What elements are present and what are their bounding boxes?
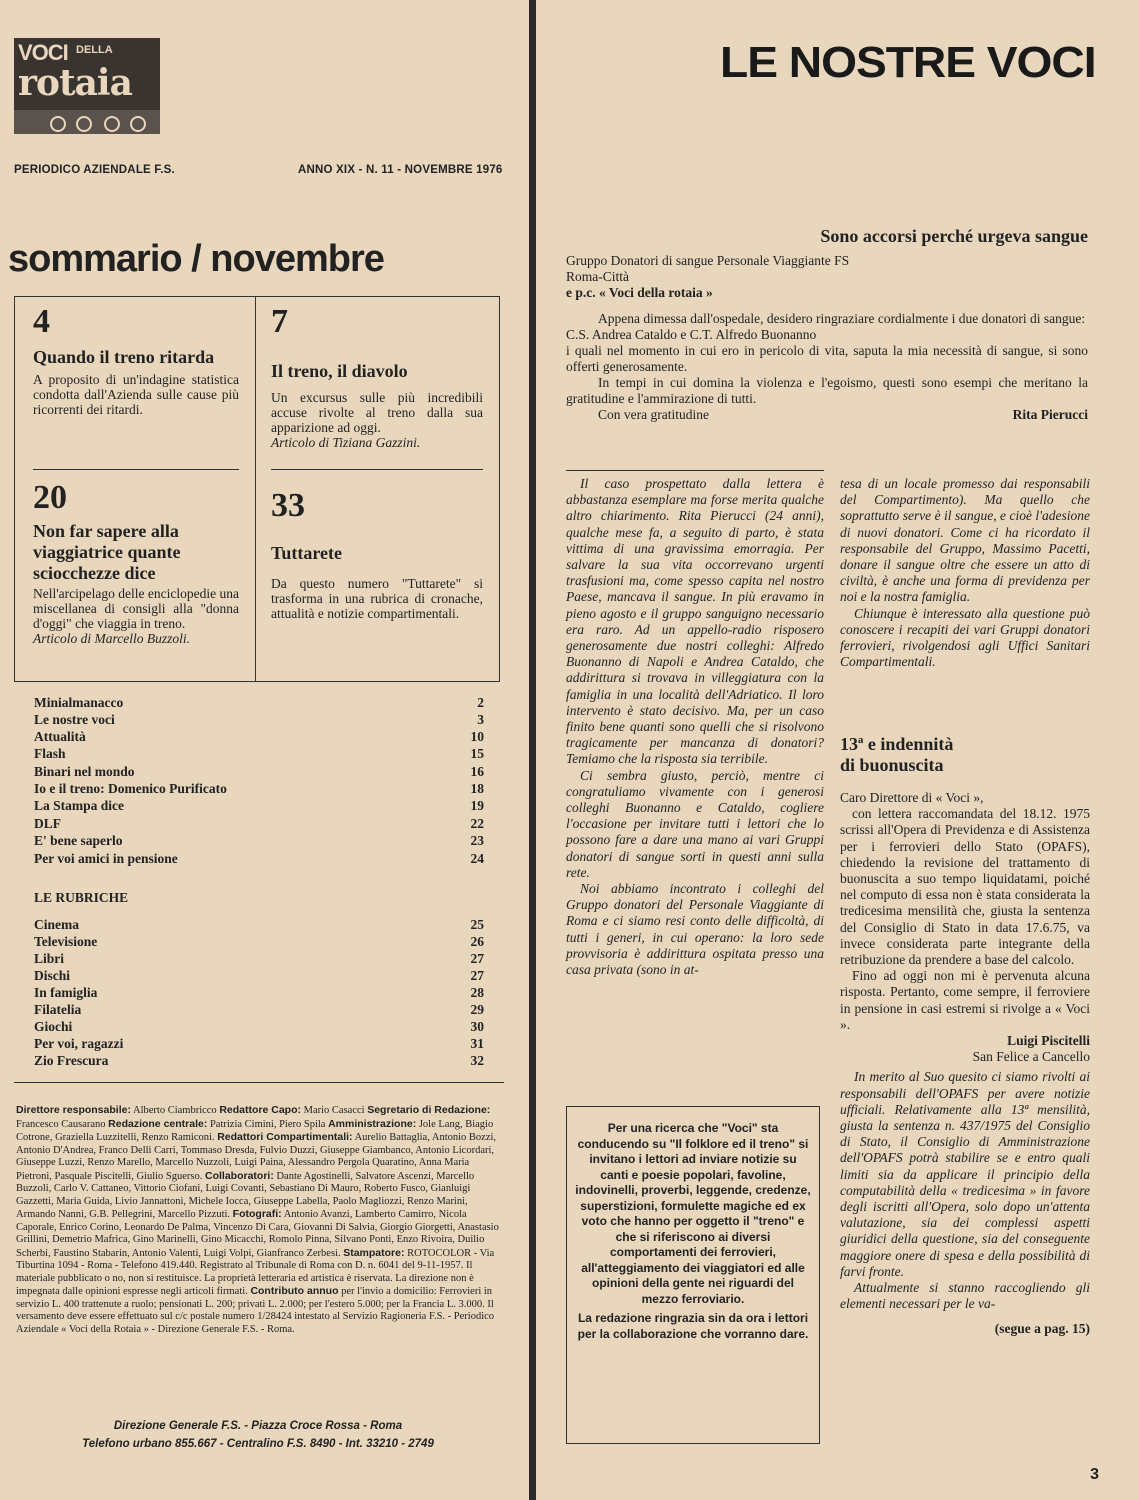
feature-title: Quando il treno ritarda <box>33 347 215 367</box>
feature-title: Il treno, il diavolo <box>271 361 408 381</box>
toc-item[interactable]: Filatelia 29 <box>34 1002 484 1017</box>
wheel-icon <box>76 116 92 132</box>
toc-item[interactable]: Dischi 27 <box>34 968 484 983</box>
letter-blood-donors <box>566 226 1088 423</box>
feature-page-number: 4 <box>33 303 50 340</box>
toc-item[interactable]: Minialmanacco 2 <box>34 695 484 710</box>
reply-paragraph: Ci sembra giusto, perciò, mentre ci congratuliamo vivamente con i generosi colleghi Buonanno e Cataldo, cogliere l'occasione per invitare tutti i lettori che lo possono fare a dare una mano ai vari Gruppi donatori di sangue sorti in questi anni sulla rete. <box>566 767 824 880</box>
toc-item[interactable]: E' bene saperlo 23 <box>34 833 484 848</box>
feature-title: Tuttarete <box>271 543 342 563</box>
reply-paragraph: tesa di un locale promesso dai responsabili del Compartimento). Ma quello che soprattutto serve è il sangue, e cioè l'adesione di nuovi donatori. Come ci ha ricordato il responsabile del Gruppo, Massimo Pacetti, donare il sangue oltre che essere un atto di civiltà, è anche una forma di previdenza per noi e la nostra famiglia. <box>840 476 1090 605</box>
folklore-notice-box <box>566 1106 820 1444</box>
feature-item[interactable] <box>33 303 239 417</box>
feature-title: Non far sapere alla viaggiatrice quante sciocchezze dice <box>33 521 181 583</box>
logo-voci: VOCI <box>18 40 68 65</box>
toc-item[interactable]: Flash 15 <box>34 746 484 761</box>
letter-paragraph: Appena dimessa dall'ospedale, desidero ringraziare cordialmente i due donatori di sangue: <box>598 311 1086 326</box>
toc-item[interactable]: Io e il treno: Domenico Purificato 18 <box>34 781 484 796</box>
feature-item[interactable] <box>271 303 483 450</box>
letter2-place: San Felice a Cancello <box>972 1049 1090 1065</box>
notice-thanks: La redazione ringrazia sin da ora i lettori per la collaborazione che vorranno dare. <box>577 1311 809 1341</box>
reply-column-1 <box>566 476 824 978</box>
toc-item[interactable]: La Stampa dice 19 <box>34 798 484 813</box>
letter2-reply: Attualmente si stanno raccogliendo gli elementi necessari per le va- <box>840 1280 1090 1312</box>
letter2-signature: Luigi Piscitelli <box>1007 1033 1090 1049</box>
masthead-issue: ANNO XIX - N. 11 - NOVEMBRE 1976 <box>298 164 503 176</box>
toc-item[interactable]: Cinema 25 <box>34 917 484 932</box>
toc-item[interactable]: Televisione 26 <box>34 934 484 949</box>
editorial-credits: Direttore responsabile: Alberto Ciambricco Redattore Capo: Mario Casacci Segretario di Redazione: Francesco Causarano Redazione centrale: Patrizia Cimini, Piero Spila Amministrazione: Jole Lang, Biagio Cotrone, Graziella Luzzitelli, Renzo Ramiconi. Redattori Compartimentali: Aurelio Battaglia, Antonio Bozzi, Antonio D'Andrea, Franco Delli Carri, Tommaso Dresda, Fulvio Duzzi, Giuseppe Giambanco, Antonio Licordari, Giuseppe Luzzi, Renzo Marello, Marcello Nuzzoli, Luigi Paina, Alessandro Pergola Quaratino, Anna Maria Pietroni, Pasquale Piscitelli, Giulio Sguerso. Collaboratori: Dante Agostinelli, Salvatore Ascenzi, Marcello Buzzoli, Carlo V. Cattaneo, Vittorio Ciofani, Luigi Covanti, Sebastiano Di Mauro, Roberto Fusco, Gianluigi Gazzetti, Maria Guida, Livio Jannattoni, Michele Iocca, Giuseppe Labella, Paolo Magliozzi, Renzo Marini, Armando Nanni, G.B. Pellegrini, Marcello Pizzuti. Fotografi: Antonio Avanzi, Lamberto Camirro, Nicola Caporale, Enrico Corino, Leonardo De Palma, Vincenzo Di Cara, Giovanni Di Salvia, Giorgio Giorgetti, Anastasio Grillini, Demetrio Mafrica, Gino Marinelli, Gino Micacchi, Romolo Pinna, Silvano Ponti, Enzo Rivoira, Duilio Scherbi, Faustino Stabarin, Antonio Valenti, Luigi Volpi, Gianfranco Zerbesi. Stampatore: ROTOCOLOR - Via Tiburtina 1094 - Roma - Telefono 419.440. Registrato al Tribunale di Roma con D. n. 6041 del 9-11-1957. Il materiale pubblicato o no, non si restituisce. La proprietà letteraria ed artistica è riservata. La direzione non è impegnata dalle opinioni espresse negli articoli firmati. Contributo annuo per l'invio a domicilio: Ferrovieri in servizio L. 400 trattenute a ruolo; pensionati L. 200; privati L. 2.000; per l'estero 5.000; per la Francia L. 3.000. Il versamento deve essere effettuato sul c/c postale numero 1/28424 intestato al Servizio Ragioneria F.S. - Periodico Aziendale « Voci della Rotaia » - Direzione Generale F.S. - Roma. <box>16 1104 499 1335</box>
page-divider <box>529 0 536 1500</box>
toc-item[interactable]: Binari nel mondo 16 <box>34 764 484 779</box>
logo-della: DELLA <box>76 44 113 56</box>
logo-rotaia: rotaia <box>18 62 132 104</box>
rubriche-heading: LE RUBRICHE <box>34 890 129 905</box>
toc-item[interactable]: Le nostre voci 3 <box>34 712 484 727</box>
wheel-icon <box>130 116 146 132</box>
reply-paragraph: Chiunque è interessato alla questione può conoscere i recapiti dei vari Gruppi donatori ferrovieri, rivolgendosi agli Uffici Sanitari Compartimentali. <box>840 605 1090 670</box>
feature-page-number: 33 <box>271 487 305 524</box>
letter-recipient-city: Roma-Città <box>566 269 629 284</box>
feature-page-number: 7 <box>271 303 288 340</box>
footer-phone: Telefono urbano 855.667 - Centralino F.S. 8490 - Int. 33210 - 2749 <box>82 1438 434 1450</box>
feature-text: Da questo numero "Tuttarete" si trasforma in una rubrica di cronache, attualità e notizie compartimentali. <box>271 576 483 621</box>
feature-text: Nell'arcipelago delle enciclopedie una miscellanea di consigli alla "donna d'oggi" che viaggia in treno. <box>33 586 239 631</box>
rule <box>14 1082 504 1083</box>
toc-item[interactable]: Libri 27 <box>34 951 484 966</box>
letter2-title: di buonuscita <box>840 755 944 775</box>
notice-text: Per una ricerca che "Voci" sta conducendo su "Il folklore ed il treno" si invitano i lettori ad inviare notizie su canti e poesie popolari, favoline, indovinelli, proverbi, leggende, credenze, superstizioni, formulette magiche ed ex voto che hanno per oggetto il "treno" e che si riferiscono ai diversi comportamenti dei ferrovieri, all'atteggiamento dei viaggiatori ed alle opinioni della gente nei riguardi del mezzo ferroviario. <box>575 1121 811 1306</box>
footer-address: Direzione Generale F.S. - Piazza Croce Rossa - Roma <box>113 1420 403 1432</box>
masthead-periodical: PERIODICO AZIENDALE F.S. <box>14 164 175 176</box>
voci-della-rotaia-logo <box>14 38 160 134</box>
reply-paragraph: Il caso prospettato dalla lettera è abbastanza esemplare ma forse merita qualche altro chiarimento. Rita Pierucci (24 anni), qualche mese fa, a seguito di parto, è stata vittima di una gravissima emorragia. Per salvare la sua vita occorrevano urgenti trasfusioni ma, come spesso capita nel nostro Paese, mancava il sangue. In più eravamo in pieno agosto e il gruppo sanguigno necessario era raro. Ad un appello-radio risposero generosamente due nostri colleghi: Alfredo Buonanno di Napoli e Andrea Cataldo, che addirittura si trovava in villeggiatura con la famiglia in una località dell'Adriatico. Il loro intervento è stato decisivo. Ma, per un caso finito bene quanti sono quelli che si risolvono tragicamente per mancanza di donatori? Temiamo che la risposta sia terribile. <box>566 476 824 767</box>
rule <box>566 470 824 471</box>
letter-paragraph: i quali nel momento in cui ero in pericolo di vita, saputa la mia necessità di sangue, si sono offerti generosamente. <box>566 343 1088 374</box>
toc-item[interactable]: Per voi, ragazzi 31 <box>34 1036 484 1051</box>
continued-note: (segue a pag. 15) <box>994 1320 1090 1336</box>
section-title: LE NOSTRE VOCI <box>720 38 1096 87</box>
letter2-paragraph: con lettera raccomandata del 18.12. 1975 scrissi all'Opera di Previdenza e di Assistenza per i ferrovieri dello Stato (OPAFS), chiedendo la revisione del trattamento di buonuscita a suo tempo liquidatami, poiché nel computo di essa non è stata considerata la tredicesima mensilità che, giusta la sentenza del Consiglio di Stato in data 17.6.75, va invece considerata parte integrante della retribuzione da prendere a base del calcolo. <box>840 806 1090 968</box>
page-number: 3 <box>1090 1466 1099 1483</box>
features-box <box>14 296 500 682</box>
toc-item[interactable]: Per voi amici in pensione 24 <box>34 851 484 866</box>
letter-signature: Rita Pierucci <box>1012 407 1088 422</box>
letter-cc: e p.c. « Voci della rotaia » <box>566 285 713 300</box>
feature-text: A proposito di un'indagine statistica condotta dall'Azienda sulle cause più ricorrenti dei ritardi. <box>33 372 239 417</box>
letter-tredicesima <box>840 734 1090 1337</box>
toc-item[interactable]: Giochi 30 <box>34 1019 484 1034</box>
letter-recipient: Gruppo Donatori di sangue Personale Viaggiante FS <box>566 253 850 268</box>
letter-names: C.S. Andrea Cataldo e C.T. Alfredo Buonanno <box>566 327 817 342</box>
feature-item[interactable] <box>33 479 239 646</box>
toc-item[interactable]: Zio Frescura 32 <box>34 1053 484 1068</box>
feature-author: Articolo di Tiziana Gazzini. <box>271 435 421 450</box>
letter2-reply: In merito al Suo quesito ci siamo rivolti ai responsabili dell'OPAFS per avere notizie ufficiali. Relativamente alla 13ª mensilità, giusta la sentenza n. 437/1975 del Consiglio di Stato, il Consiglio di Amministrazione dell'OPAFS potrà stabilire se e entro quali limiti sia da applicare il principio della computabilità della « tredicesima » in favore degli iscritti all'Opera, solo dopo un'attenta valutazione, sia dei complessi aspetti giuridici della questione, sia del conseguente maggiore onere di spesa e della possibilità di farvi fronte. <box>840 1069 1090 1279</box>
feature-item[interactable] <box>271 487 483 621</box>
feature-page-number: 20 <box>33 479 67 516</box>
feature-author: Articolo di Marcello Buzzoli. <box>33 631 190 646</box>
reply-column-2 <box>840 476 1090 670</box>
letter2-title: 13ª e indennità <box>840 734 954 754</box>
letter2-salutation: Caro Direttore di « Voci », <box>840 790 984 805</box>
reply-paragraph: Noi abbiamo incontrato i colleghi del Gruppo donatori del Personale Viaggiante di Roma e ci siamo resi conto delle difficoltà, di tutti i generi, in cui operano: la loro sede provvisoria è addirittura ospitata presso una casa privata (sono in at- <box>566 881 824 978</box>
wheel-icon <box>104 116 120 132</box>
letter2-paragraph: Fino ad oggi non mi è pervenuta alcuna risposta. Pertanto, come sempre, il ferroviere in pensione in casi estremi si rivolge a « Voci ». <box>840 968 1090 1032</box>
summary-title: sommario / novembre <box>8 238 384 280</box>
toc-item[interactable]: Attualità 10 <box>34 729 484 744</box>
letter-paragraph: In tempi in cui domina la violenza e l'egoismo, questi sono esempi che meritano la gratitudine e l'ammirazione di tutti. <box>566 375 1088 406</box>
toc-item[interactable]: DLF 22 <box>34 816 484 831</box>
feature-text: Un excursus sulle più incredibili accuse rivolte al treno dalla sua apparizione ad oggi. <box>271 390 483 435</box>
letter-title: Sono accorsi perché urgeva sangue <box>820 226 1088 246</box>
wheel-icon <box>50 116 66 132</box>
letter-closing: Con vera gratitudine <box>598 407 709 422</box>
toc-item[interactable]: In famiglia 28 <box>34 985 484 1000</box>
